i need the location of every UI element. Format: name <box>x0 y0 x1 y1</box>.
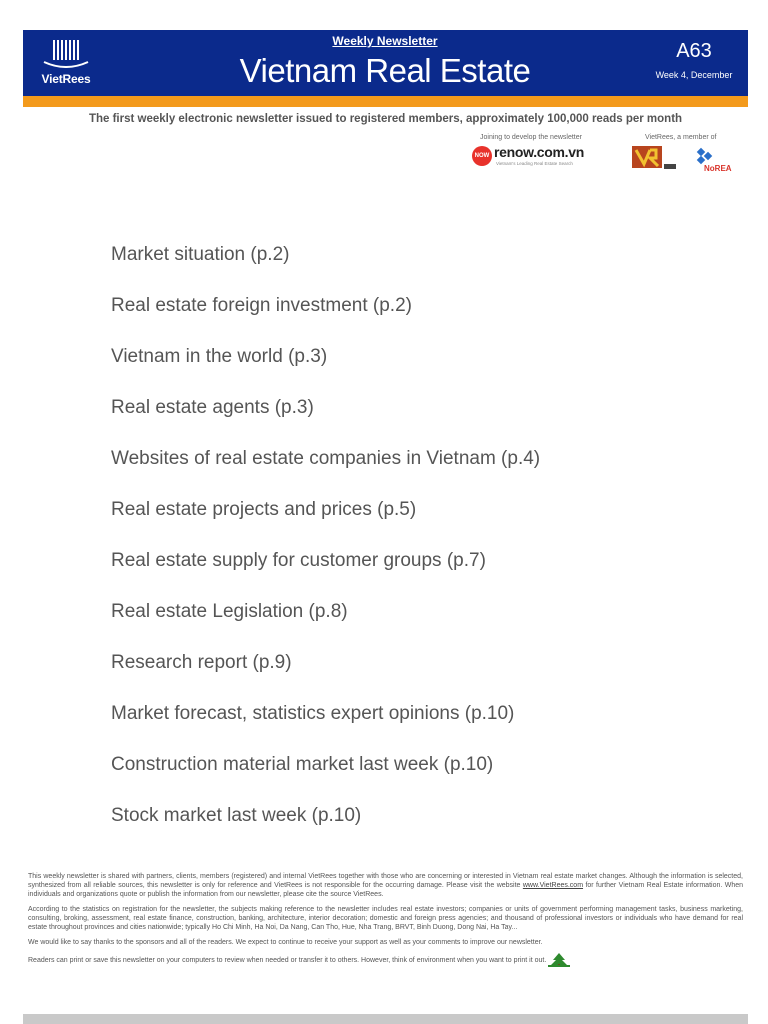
toc-item[interactable]: Websites of real estate companies in Vietnam (p.4) <box>111 448 541 469</box>
norea-logo-icon[interactable] <box>692 147 738 173</box>
bottom-bar <box>23 1014 748 1024</box>
svg-text:NoREA: NoREA <box>704 164 732 173</box>
footer-disclaimer: This weekly newsletter is shared with partners, clients, members (registered) and internal VietRees together with those who are concerning or interested in Vietnam real estate market changes. Although the information is selected, synthesized from all reliable sources, this newsletter is only for reference and VietRees is not responsible for the occurring damage. Please visit the website www.VietRees.com for further Vietnam Real Estate information. When individuals and organizations quote or publish the information from our newsletter, please cite the source VietRees. <box>28 873 744 898</box>
renow-text: renow.com.vn <box>494 144 585 160</box>
tree-icon <box>548 953 570 967</box>
renow-logo[interactable] <box>472 144 612 170</box>
building-icon <box>39 38 93 68</box>
brand-name: VietRees <box>41 72 91 86</box>
toc-item[interactable]: Vietnam in the world (p.3) <box>111 346 328 367</box>
page-title: Vietnam Real Estate <box>239 52 531 89</box>
toc-item[interactable]: Market forecast, statistics expert opinions (p.10) <box>111 703 515 724</box>
footer-statistics: According to the statistics on registration for the newsletter, the subjects making reference to the newsletter includes real estate investors; companies or units of government performing management tasks, business marketing, consulting, broking, assessment, real estate finance, construction, banking, architecture, interior decoration; domestic and foreign press agencies; and thousand of professional investors or individuals who have demand for real estate throughout provinces and cities nationwide; typically Ho Chi Minh, Ha Noi, Da Nang, Can Tho, Hue, Nha Trang, BRVT, Binh Duong, Dong Nai, Ha Tay... <box>28 906 743 931</box>
toc-item[interactable]: Real estate foreign investment (p.2) <box>111 295 412 316</box>
footer-thanks: We would like to say thanks to the sponsors and all of the readers. We expect to continue to receive your support as well as your comments to improve our newsletter. <box>28 939 543 946</box>
toc-item[interactable]: Real estate supply for customer groups (p.7) <box>111 550 486 571</box>
member-label: VietRees, a member of <box>645 134 717 141</box>
vietrees-link[interactable]: www.VietRees.com <box>522 882 584 889</box>
vr-net-logo-icon[interactable] <box>630 144 678 172</box>
newsletter-label[interactable]: Weekly Newsletter <box>332 34 438 48</box>
toc-item[interactable]: Real estate projects and prices (p.5) <box>111 499 417 520</box>
table-of-contents <box>111 243 731 855</box>
joining-label: Joining to develop the newsletter <box>480 134 582 141</box>
toc-item[interactable]: Research report (p.9) <box>111 652 292 673</box>
renow-badge: NOW <box>472 146 492 166</box>
toc-item[interactable]: Real estate Legislation (p.8) <box>111 601 348 622</box>
tagline: The first weekly electronic newsletter issued to registered members, approximately 100,000 reads per month <box>88 113 683 125</box>
toc-item[interactable]: Market situation (p.2) <box>111 244 290 265</box>
toc-item[interactable]: Stock market last week (p.10) <box>111 805 362 826</box>
footer-notes <box>28 872 743 973</box>
issue-number: A63 <box>676 40 712 62</box>
vietrees-logo[interactable] <box>23 30 109 96</box>
toc-item[interactable]: Construction material market last week (p.10) <box>111 754 494 775</box>
footer-print-note: Readers can print or save this newsletter on your computers to review when needed or transfer it to others. However, think of environment when you want to print it out. <box>28 953 743 967</box>
toc-item[interactable]: Real estate agents (p.3) <box>111 397 314 418</box>
issue-week: Week 4, December <box>655 70 733 80</box>
header-accent-stripe <box>23 96 748 107</box>
renow-subtitle: Vietnam's Leading Real Estate Search <box>496 161 573 166</box>
